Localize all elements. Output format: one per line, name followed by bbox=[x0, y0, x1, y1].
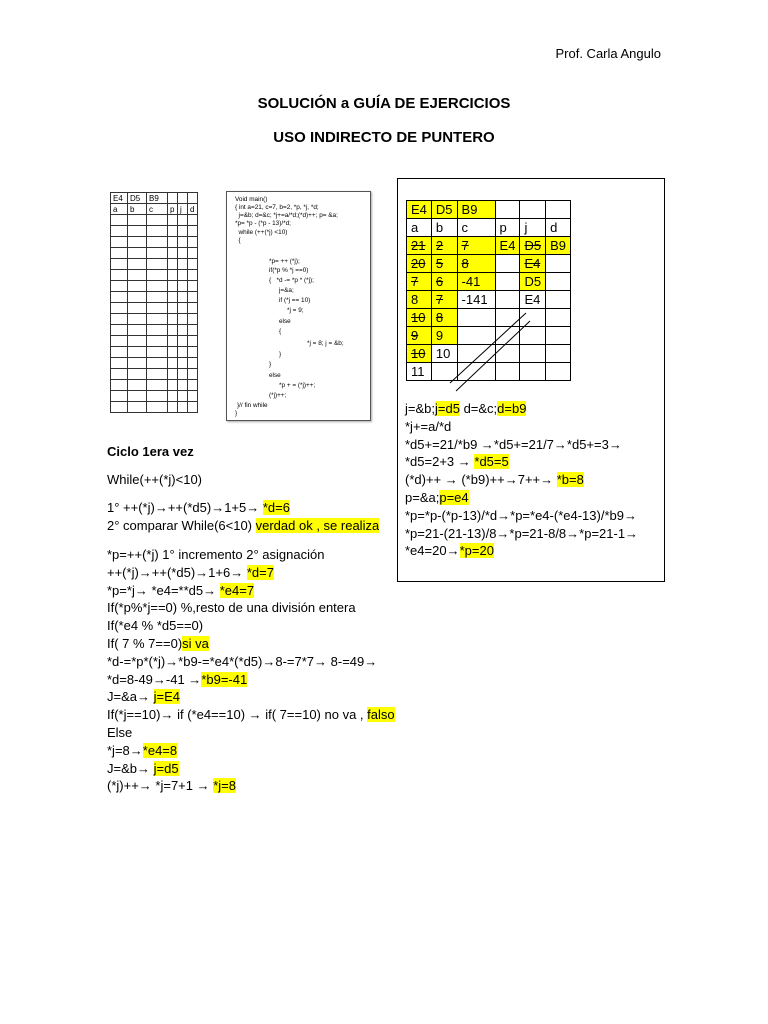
table-cell bbox=[407, 327, 432, 345]
table-cell bbox=[178, 292, 188, 303]
table-cell: E4 bbox=[111, 193, 128, 204]
cell-value: 9 bbox=[411, 328, 419, 343]
table-cell bbox=[188, 369, 198, 380]
table-cell bbox=[407, 309, 432, 327]
left-notes-block-1 bbox=[107, 499, 379, 535]
code-listing bbox=[226, 191, 371, 421]
note-text: If( 7 % 7==0) bbox=[107, 635, 183, 651]
note-line bbox=[107, 499, 379, 517]
note-highlight: *d=6 bbox=[262, 500, 290, 515]
table-cell: D5 bbox=[128, 193, 147, 204]
table-cell: d bbox=[546, 219, 571, 237]
table-cell bbox=[111, 402, 128, 413]
table-cell bbox=[128, 380, 147, 391]
table-cell bbox=[128, 270, 147, 281]
code-line: else bbox=[269, 372, 281, 379]
table-cell: a bbox=[407, 219, 432, 237]
note-line bbox=[405, 489, 638, 507]
code-line: *j = 9; bbox=[287, 307, 304, 314]
table-cell bbox=[128, 303, 147, 314]
table-cell bbox=[168, 380, 178, 391]
author-name: Prof. Carla Angulo bbox=[555, 46, 661, 61]
table-cell bbox=[431, 237, 457, 255]
table-cell bbox=[188, 314, 198, 325]
table-cell bbox=[128, 369, 147, 380]
table-cell bbox=[168, 237, 178, 248]
note-line bbox=[405, 471, 638, 489]
table-cell: -141 bbox=[457, 291, 495, 309]
document-title: SOLUCIÓN a GUÍA DE EJERCICIOS bbox=[257, 95, 511, 112]
table-cell bbox=[188, 237, 198, 248]
table-cell bbox=[147, 347, 168, 358]
empty-variable-table bbox=[110, 192, 198, 413]
table-cell bbox=[111, 314, 128, 325]
table-cell bbox=[111, 358, 128, 369]
diagonal-strike-lines bbox=[440, 305, 540, 395]
note-line bbox=[405, 400, 638, 418]
table-cell: p bbox=[495, 219, 520, 237]
note-text: d=&c; bbox=[459, 401, 498, 416]
table-cell bbox=[168, 303, 178, 314]
table-cell bbox=[188, 358, 198, 369]
table-cell bbox=[407, 255, 432, 273]
note-highlight: j=d5 bbox=[153, 760, 179, 776]
note-text: 1° ++(*j)→++(*d5)→1+5→ bbox=[107, 500, 263, 515]
note-line bbox=[107, 517, 379, 535]
note-line: If(*e4 % *d5==0) bbox=[107, 618, 204, 634]
note-text: ++(*j)→++(*d5)→1+6→ bbox=[107, 564, 247, 580]
table-cell bbox=[178, 270, 188, 281]
cell-value: 20 bbox=[411, 256, 426, 271]
code-line: } bbox=[279, 351, 282, 358]
table-cell bbox=[168, 226, 178, 237]
code-line: *j = 8; j = &b; bbox=[307, 340, 344, 347]
table-cell bbox=[111, 292, 128, 303]
code-line: { bbox=[279, 328, 282, 335]
table-cell bbox=[147, 336, 168, 347]
table-cell bbox=[546, 327, 571, 345]
table-cell bbox=[168, 314, 178, 325]
code-line: *p= ++ (*j); bbox=[269, 258, 300, 265]
table-cell bbox=[520, 201, 546, 219]
note-line bbox=[107, 582, 395, 600]
table-cell bbox=[128, 237, 147, 248]
table-cell bbox=[111, 380, 128, 391]
table-cell bbox=[147, 292, 168, 303]
table-cell bbox=[168, 215, 178, 226]
table-cell: E4 bbox=[407, 201, 432, 219]
cell-value: 6 bbox=[435, 274, 444, 289]
table-cell bbox=[168, 336, 178, 347]
note-text: *d5=2+3 → bbox=[405, 454, 475, 470]
table-cell bbox=[168, 248, 178, 259]
cell-value: D5 bbox=[524, 238, 542, 253]
table-cell bbox=[168, 369, 178, 380]
table-cell bbox=[168, 402, 178, 413]
table-cell bbox=[147, 391, 168, 402]
note-text: (*d)++ → (*b9)++→7++→ bbox=[405, 472, 557, 488]
table-cell bbox=[111, 347, 128, 358]
table-cell bbox=[188, 281, 198, 292]
table-cell bbox=[188, 215, 198, 226]
table-cell bbox=[178, 248, 188, 259]
table-cell bbox=[168, 259, 178, 270]
table-cell: 11 bbox=[407, 363, 432, 381]
table-cell bbox=[520, 237, 546, 255]
table-cell bbox=[495, 255, 520, 273]
table-cell bbox=[546, 309, 571, 327]
table-cell: c bbox=[457, 219, 495, 237]
table-cell bbox=[147, 259, 168, 270]
table-cell bbox=[111, 336, 128, 347]
table-cell bbox=[111, 248, 128, 259]
table-cell bbox=[168, 270, 178, 281]
table-cell bbox=[178, 303, 188, 314]
code-line: (*j)++; bbox=[269, 392, 287, 399]
table-cell bbox=[188, 259, 198, 270]
cell-value: 10 bbox=[411, 346, 426, 361]
table-cell bbox=[178, 281, 188, 292]
table-cell bbox=[168, 193, 178, 204]
table-cell bbox=[178, 358, 188, 369]
table-cell: j bbox=[520, 219, 546, 237]
note-line: *p=*p-(*p-13)/*d→*p=*e4-(*e4-13)/*b9→ bbox=[405, 507, 637, 523]
note-highlight: *e4=7 bbox=[219, 582, 255, 598]
table-cell bbox=[147, 380, 168, 391]
table-cell bbox=[111, 325, 128, 336]
table-cell bbox=[147, 402, 168, 413]
table-cell bbox=[128, 391, 147, 402]
cycle-heading: Ciclo 1era vez bbox=[107, 444, 194, 459]
note-text: *e4=20→ bbox=[405, 543, 460, 559]
note-text: J=&b→ bbox=[107, 760, 154, 776]
cell-value: E4 bbox=[524, 256, 541, 271]
cell-value: 7 bbox=[461, 238, 469, 253]
note-highlight: *b9=-41 bbox=[201, 671, 248, 687]
code-line: { int a=21, c=7, b=2, *p, *j, *d; bbox=[235, 204, 319, 211]
code-line: { *d -= *p * (*j); bbox=[269, 277, 314, 284]
note-highlight: j=d5 bbox=[435, 401, 460, 416]
code-line: else bbox=[279, 318, 291, 325]
note-highlight: *b=8 bbox=[556, 472, 584, 488]
table-cell bbox=[111, 259, 128, 270]
while-line: While(++(*j)<10) bbox=[107, 472, 203, 487]
table-cell: B9 bbox=[457, 201, 495, 219]
note-line bbox=[107, 688, 395, 706]
table-cell: E4 bbox=[495, 237, 520, 255]
table-cell bbox=[147, 325, 168, 336]
cell-value: 7 bbox=[411, 274, 419, 289]
table-cell bbox=[111, 270, 128, 281]
table-cell bbox=[178, 380, 188, 391]
table-cell bbox=[147, 270, 168, 281]
table-cell bbox=[178, 402, 188, 413]
table-cell bbox=[188, 380, 198, 391]
table-cell bbox=[178, 391, 188, 402]
table-cell bbox=[457, 237, 495, 255]
note-line bbox=[107, 760, 395, 778]
note-line: *d5+=21/*b9 →*d5+=21/7→*d5+=3→ bbox=[405, 436, 622, 452]
table-cell: -41 bbox=[457, 273, 495, 291]
table-cell bbox=[178, 259, 188, 270]
left-notes-block-2 bbox=[107, 546, 395, 795]
table-cell bbox=[128, 226, 147, 237]
table-cell bbox=[147, 281, 168, 292]
table-cell: 9 bbox=[431, 327, 457, 345]
table-cell bbox=[178, 193, 188, 204]
note-text: (*j)++→ *j=7+1 → bbox=[107, 778, 214, 794]
note-text: 2° comparar While(6<10) bbox=[107, 517, 256, 533]
table-cell bbox=[178, 237, 188, 248]
table-cell bbox=[178, 226, 188, 237]
note-highlight: *d=7 bbox=[246, 564, 274, 580]
table-cell bbox=[178, 347, 188, 358]
table-cell bbox=[188, 347, 198, 358]
table-cell bbox=[188, 336, 198, 347]
table-cell bbox=[168, 358, 178, 369]
table-cell bbox=[188, 226, 198, 237]
note-line: Else bbox=[107, 724, 133, 740]
code-line: if (*j == 10) bbox=[279, 297, 311, 304]
table-cell bbox=[431, 273, 457, 291]
table-cell bbox=[520, 255, 546, 273]
table-cell: j bbox=[178, 204, 188, 215]
table-cell: d bbox=[188, 204, 198, 215]
code-line: } bbox=[235, 410, 238, 417]
table-cell bbox=[111, 281, 128, 292]
note-text: j=&b; bbox=[405, 401, 435, 416]
table-cell bbox=[147, 314, 168, 325]
note-highlight: j=E4 bbox=[153, 689, 180, 705]
note-text: J=&a→ bbox=[107, 689, 154, 705]
note-text: p=&a; bbox=[405, 489, 440, 505]
table-cell: b bbox=[128, 204, 147, 215]
table-cell bbox=[147, 237, 168, 248]
cell-value: 8 bbox=[435, 310, 444, 325]
table-cell bbox=[407, 345, 432, 363]
table-cell bbox=[188, 391, 198, 402]
code-line: *p= *p - (*p - 13)/*d; bbox=[235, 220, 291, 227]
table-cell bbox=[168, 292, 178, 303]
table-cell bbox=[178, 314, 188, 325]
note-line bbox=[107, 777, 395, 795]
note-line bbox=[107, 742, 395, 760]
table-cell bbox=[178, 336, 188, 347]
table-cell bbox=[495, 273, 520, 291]
table-cell: E4 bbox=[520, 291, 546, 309]
table-cell bbox=[128, 281, 147, 292]
note-highlight: *d5=5 bbox=[474, 454, 509, 470]
note-text: *j=8→ bbox=[107, 742, 143, 758]
cell-value: 10 bbox=[411, 310, 426, 325]
note-line bbox=[405, 542, 638, 560]
table-cell bbox=[431, 255, 457, 273]
note-line: If(*p%*j==0) %,resto de una división entera bbox=[107, 600, 356, 616]
table-cell bbox=[111, 226, 128, 237]
table-cell bbox=[546, 291, 571, 309]
table-cell bbox=[546, 255, 571, 273]
table-cell bbox=[111, 237, 128, 248]
document-subtitle: USO INDIRECTO DE PUNTERO bbox=[273, 129, 495, 146]
code-line: { bbox=[235, 237, 241, 244]
table-cell bbox=[128, 336, 147, 347]
table-cell bbox=[128, 347, 147, 358]
table-cell bbox=[147, 358, 168, 369]
note-highlight: p=e4 bbox=[439, 489, 469, 505]
table-cell bbox=[168, 325, 178, 336]
table-cell bbox=[546, 273, 571, 291]
code-line: Void main() bbox=[235, 196, 268, 203]
note-line: *j+=a/*d bbox=[405, 418, 452, 434]
note-highlight: verdad ok , se realiza bbox=[255, 517, 380, 533]
note-highlight: *e4=8 bbox=[142, 742, 178, 758]
table-cell bbox=[168, 281, 178, 292]
table-cell: D5 bbox=[431, 201, 457, 219]
table-cell bbox=[111, 215, 128, 226]
table-cell bbox=[128, 215, 147, 226]
table-cell: B9 bbox=[546, 237, 571, 255]
table-cell bbox=[147, 303, 168, 314]
note-line: *p=21-(21-13)/8→*p=21-8/8→*p=21-1→ bbox=[405, 525, 639, 541]
table-cell bbox=[188, 270, 198, 281]
code-line: j=&b; d=&c; *j+=a/*d;(*d)++; p= &a; bbox=[235, 212, 338, 219]
cell-value: 21 bbox=[411, 238, 426, 253]
table-cell bbox=[128, 402, 147, 413]
cell-value: 8 bbox=[461, 256, 469, 271]
table-cell bbox=[546, 363, 571, 381]
table-cell bbox=[147, 215, 168, 226]
table-cell: b bbox=[431, 219, 457, 237]
note-line bbox=[107, 706, 395, 724]
cell-value: 5 bbox=[435, 256, 444, 271]
table-cell bbox=[111, 303, 128, 314]
table-cell bbox=[128, 358, 147, 369]
table-cell: 10 bbox=[431, 345, 457, 363]
table-cell bbox=[128, 292, 147, 303]
table-cell: p bbox=[168, 204, 178, 215]
table-cell: D5 bbox=[520, 273, 546, 291]
code-line: while (++(*j) <10) bbox=[235, 229, 288, 236]
table-cell bbox=[128, 248, 147, 259]
table-cell bbox=[168, 347, 178, 358]
table-cell bbox=[178, 369, 188, 380]
code-line: } bbox=[269, 361, 272, 368]
table-cell bbox=[128, 325, 147, 336]
table-cell bbox=[147, 226, 168, 237]
note-text: If(*j==10)→ if (*e4==10) → if( 7==10) no va , bbox=[107, 707, 368, 723]
table-cell bbox=[188, 193, 198, 204]
table-cell bbox=[188, 402, 198, 413]
table-cell: 8 bbox=[407, 291, 432, 309]
note-line: *p=++(*j) 1° incremento 2° asignación bbox=[107, 547, 325, 562]
cell-value: 7 bbox=[435, 292, 444, 307]
table-cell: a bbox=[111, 204, 128, 215]
table-cell bbox=[111, 369, 128, 380]
table-cell bbox=[147, 369, 168, 380]
table-cell bbox=[546, 201, 571, 219]
table-cell bbox=[128, 259, 147, 270]
note-text: *p=*j→ *e4=**d5→ bbox=[107, 582, 220, 598]
table-cell bbox=[188, 292, 198, 303]
note-text: *d=8-49→-41 → bbox=[107, 671, 202, 687]
table-cell bbox=[188, 248, 198, 259]
table-cell bbox=[407, 237, 432, 255]
code-line: }// fin while bbox=[237, 402, 268, 409]
note-highlight: si va bbox=[182, 635, 209, 651]
note-line: *d-=*p*(*j)→*b9-=*e4*(*d5)→8-=7*7→ 8-=49→ bbox=[107, 653, 378, 669]
table-cell: B9 bbox=[147, 193, 168, 204]
note-highlight: d=b9 bbox=[497, 401, 527, 416]
table-cell: c bbox=[147, 204, 168, 215]
note-highlight: *j=8 bbox=[213, 778, 236, 794]
code-line: *p + = (*j)++; bbox=[279, 382, 316, 389]
table-cell bbox=[495, 201, 520, 219]
table-cell bbox=[407, 273, 432, 291]
note-line bbox=[107, 671, 395, 689]
note-line bbox=[107, 635, 395, 653]
table-cell bbox=[147, 248, 168, 259]
note-line bbox=[107, 564, 395, 582]
cell-value: 2 bbox=[435, 238, 444, 253]
code-line: j=&a; bbox=[279, 287, 294, 294]
table-cell bbox=[168, 391, 178, 402]
table-cell bbox=[128, 314, 147, 325]
note-highlight: falso bbox=[367, 707, 395, 723]
table-cell bbox=[111, 391, 128, 402]
table-cell bbox=[546, 345, 571, 363]
table-cell bbox=[457, 255, 495, 273]
table-cell bbox=[188, 303, 198, 314]
table-cell bbox=[178, 325, 188, 336]
table-cell bbox=[188, 325, 198, 336]
code-line: if(*p % *j ==0) bbox=[269, 267, 309, 274]
note-highlight: *p=20 bbox=[459, 543, 494, 559]
note-line bbox=[405, 453, 638, 471]
table-cell bbox=[178, 215, 188, 226]
trace-notes bbox=[405, 400, 638, 560]
